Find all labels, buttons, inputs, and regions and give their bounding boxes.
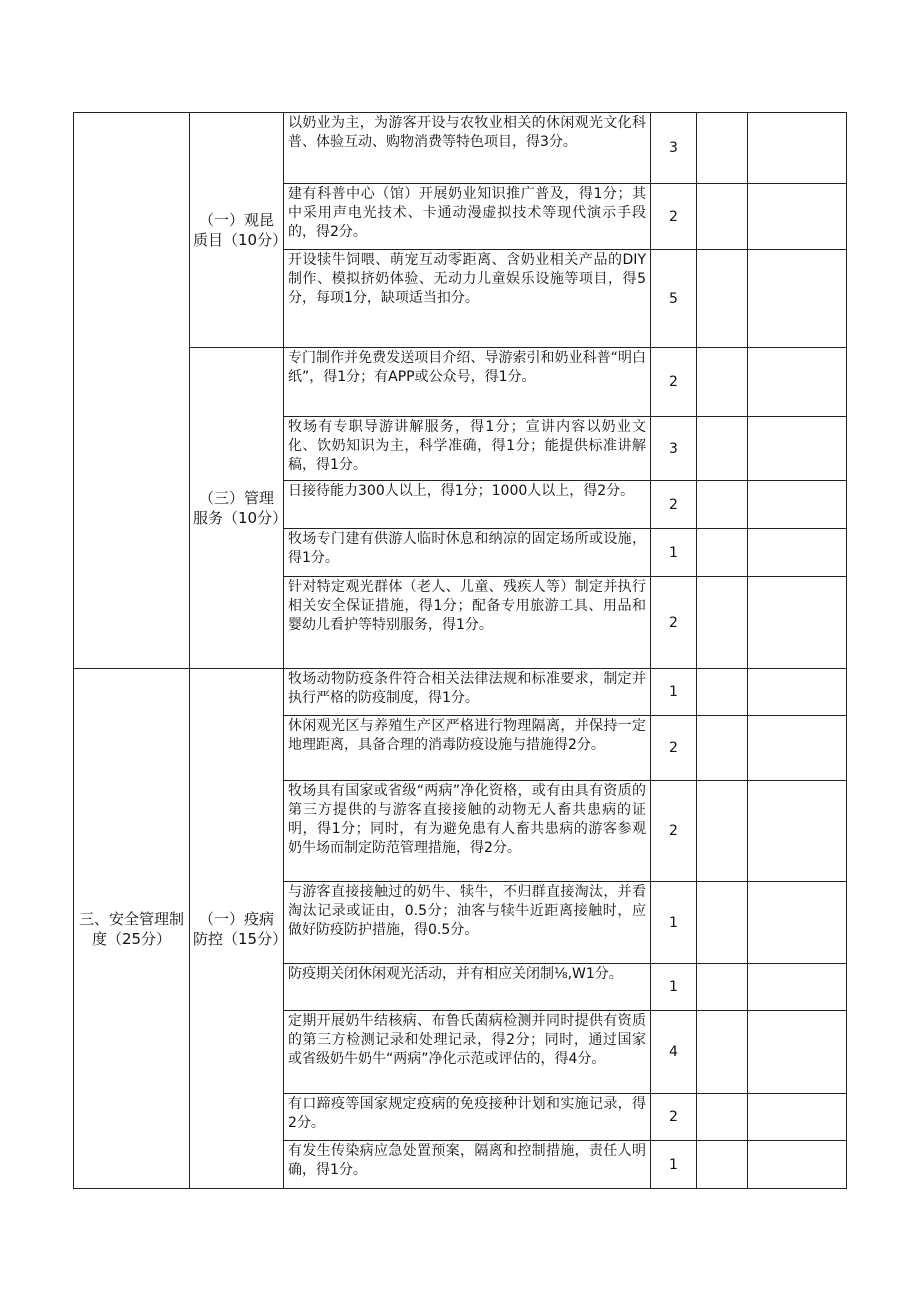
blank-cell [697,184,748,250]
criteria-text: 牧场具有国家或省级“两病”净化资格，或有由具有资质的第三方提供的与游客直接接触的动物无人畜共患病的证明，得1分；同时，有为避免患有人畜共患病的游客参观奶牛场而制定防范管理措施，得2分。 [284,781,651,882]
blank-cell [748,1011,847,1094]
score-value: 1 [651,964,697,1011]
criteria-text: 牧场有专职导游讲解服务，得1分；宣讲内容以奶业文化、饮奶知识为主，科学准确，得1分；能提供标准讲解稿，得1分。 [284,417,651,481]
blank-cell [748,781,847,882]
blank-cell [697,781,748,882]
blank-cell [748,1094,847,1141]
score-value: 5 [651,250,697,348]
score-value: 1 [651,529,697,577]
criteria-text: 定期开展奶牛结核病、布鲁氏菌病检测并同时提供有资质的第三方检测记录和处理记录，得2分；同时，通过国家或省级奶牛奶牛“两病”净化示范或评估的，得4分。 [284,1011,651,1094]
blank-cell [748,577,847,669]
blank-cell [748,1141,847,1189]
blank-cell [748,417,847,481]
blank-cell [748,882,847,964]
criteria-text: 开设犊牛饲喂、萌宠互动零距离、含奶业相关产品的DIY制作、模拟挤奶体验、无动力儿童娱乐设施等项目，得5分，每项1分，缺项适当扣分。 [284,250,651,348]
blank-cell [697,1094,748,1141]
table-row [74,348,847,417]
blank-cell [697,669,748,716]
criteria-text: 针对特定观光群体（老人、儿童、残疾人等）制定并执行相关安全保证措施，得1分；配备专用旅游工具、用品和婴幼儿看护等特别服务，得1分。 [284,577,651,669]
subcategory-cell: （一）观昆质目（10分） [190,113,284,348]
blank-cell [697,1011,748,1094]
score-value: 2 [651,716,697,781]
score-value: 2 [651,577,697,669]
blank-cell [697,113,748,184]
criteria-text: 与游客直接接触过的奶牛、犊牛，不归群直接淘汰，并看淘汰记录或证由，0.5分；油客与犊牛近距离接触时，应做好防疫防护措施，得0.5分。 [284,882,651,964]
blank-cell [697,481,748,529]
blank-cell [697,716,748,781]
table-row [74,113,847,184]
score-value: 3 [651,113,697,184]
criteria-text: 有口蹄疫等国家规定疫病的免疫接种计划和实施记录，得2分。 [284,1094,651,1141]
subcategory-cell: （一）疫病防控（15分） [190,669,284,1189]
blank-cell [697,417,748,481]
criteria-text: 日接待能力300人以上，得1分；1000人以上，得2分。 [284,481,651,529]
blank-cell [748,964,847,1011]
blank-cell [748,529,847,577]
blank-cell [748,184,847,250]
score-value: 2 [651,781,697,882]
blank-cell [697,577,748,669]
score-value: 3 [651,417,697,481]
blank-cell [697,348,748,417]
category-cell: 三、安全管理制度（25分） [74,669,190,1189]
criteria-text: 专门制作并免费发送项目介绍、导游索引和奶业科普“明白纸”，得1分；有APP或公众号，得1分。 [284,348,651,417]
score-value: 2 [651,184,697,250]
blank-cell [697,1141,748,1189]
score-value: 1 [651,669,697,716]
blank-cell [697,529,748,577]
score-value: 4 [651,1011,697,1094]
score-value: 2 [651,348,697,417]
blank-cell [748,481,847,529]
table-row [74,669,847,716]
criteria-text: 以奶业为主，为游客开设与农牧业相关的休闲观光文化科普、体验互动、购物消费等特色项目，得3分。 [284,113,651,184]
category-cell-empty [74,113,190,669]
criteria-text: 休闲观光区与养殖生产区严格进行物理隔离，并保持一定地理距离，具备合理的消毒防疫设施与措施得2分。 [284,716,651,781]
criteria-text: 牧场专门建有供游人临时休息和纳凉的固定场所或设施，得1分。 [284,529,651,577]
scoring-table [73,112,847,1189]
criteria-text: 牧场动物防疫条件符合相关法律法规和标准要求，制定并执行严格的防疫制度，得1分。 [284,669,651,716]
blank-cell [748,113,847,184]
subcategory-cell: （三）管理服务（10分） [190,348,284,669]
blank-cell [748,716,847,781]
blank-cell [697,882,748,964]
criteria-text: 有发生传染病应急处置预案，隔离和控制措施，责任人明确，得1分。 [284,1141,651,1189]
blank-cell [697,964,748,1011]
score-value: 2 [651,1094,697,1141]
score-value: 1 [651,882,697,964]
blank-cell [697,250,748,348]
blank-cell [748,250,847,348]
criteria-text: 建有科普中心（馆）开展奶业知识推广普及，得1分；其中采用声电光技术、卡通动漫虚拟技术等现代演示手段的，得2分。 [284,184,651,250]
score-value: 1 [651,1141,697,1189]
score-value: 2 [651,481,697,529]
blank-cell [748,669,847,716]
criteria-text: 防疫期关闭休闲观光活动，并有相应关闭制⅛,W1分。 [284,964,651,1011]
blank-cell [748,348,847,417]
